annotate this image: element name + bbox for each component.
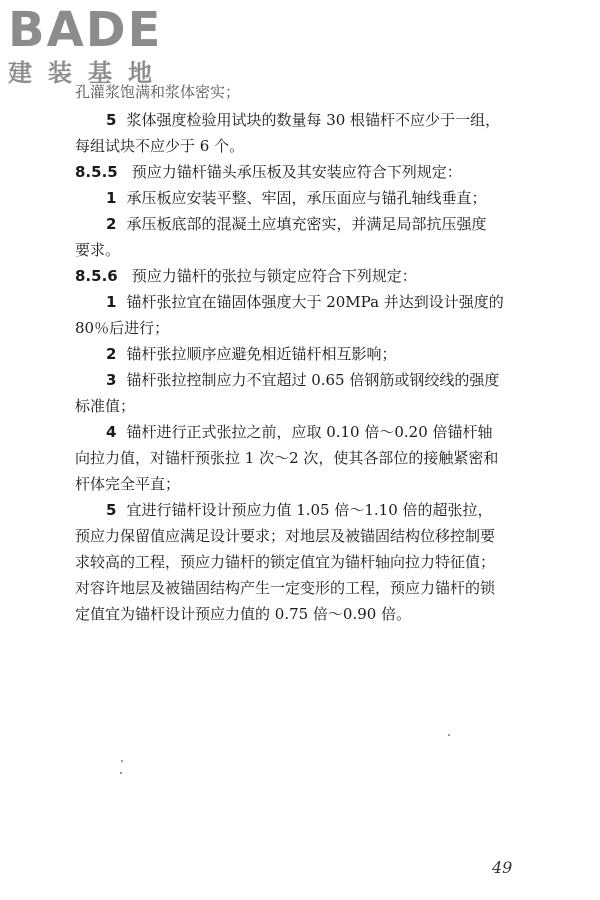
item-text: 锚杆张拉控制应力不宜超过 0.65 倍钢筋或钢绞线的强度 xyxy=(126,371,500,389)
item-number: 2 xyxy=(106,215,117,233)
text-line: 要求。 xyxy=(75,241,121,259)
text-line: 定值宜为锚杆设计预应力值的 0.75 倍～0.90 倍。 xyxy=(75,605,412,623)
scan-speck xyxy=(121,760,123,762)
text-line: 向拉力值，对锚杆预张拉 1 次～2 次，使其各部位的接触紧密和 xyxy=(75,449,499,467)
text-line: 对容许地层及被锚固结构产生一定变形的工程，预应力锚杆的锁 xyxy=(75,579,496,597)
item-text: 锚杆张拉宜在锚固体强度大于 20MPa 并达到设计强度的 xyxy=(126,293,504,311)
logo-sub-text: 建装基地 xyxy=(8,59,168,87)
text-line: 杆体完全平直； xyxy=(75,475,181,493)
section-text: 预应力锚杆的张拉与锁定应符合下列规定： xyxy=(131,267,417,285)
item-number: 1 xyxy=(106,189,117,207)
item-text: 宜进行锚杆设计预应力值 1.05 倍～1.10 倍的超张拉， xyxy=(126,501,493,519)
scan-speck xyxy=(120,772,122,774)
list-item xyxy=(106,214,486,234)
item-number: 5 xyxy=(106,111,117,129)
text-line: 孔灌浆饱满和浆体密实； xyxy=(75,83,241,101)
section-heading xyxy=(75,162,462,182)
text-line: 求较高的工程，预应力锚杆的锁定值宜为锚杆轴向拉力特征值； xyxy=(75,553,496,571)
text-line: 80％后进行； xyxy=(75,319,170,337)
section-number: 8.5.6 xyxy=(75,267,118,285)
item-text: 锚杆张拉顺序应避免相近锚杆相互影响； xyxy=(126,345,397,363)
list-item xyxy=(106,292,504,312)
list-item xyxy=(106,344,396,364)
list-item xyxy=(106,188,486,208)
page-number: 49 xyxy=(492,858,513,877)
item-number: 1 xyxy=(106,293,117,311)
item-text: 浆体强度检验用试块的数量每 30 根锚杆不应少于一组， xyxy=(126,111,501,129)
item-text: 承压板应安装平整、牢固，承压面应与锚孔轴线垂直； xyxy=(126,189,487,207)
bade-logo xyxy=(8,4,178,88)
text-line: 预应力保留值应满足设计要求；对地层及被锚固结构位移控制要 xyxy=(75,527,496,545)
scan-speck xyxy=(448,734,450,736)
item-text: 承压板底部的混凝土应填充密实，并满足局部抗压强度 xyxy=(126,215,487,233)
item-number: 3 xyxy=(106,371,117,389)
list-item xyxy=(106,500,493,520)
item-number: 5 xyxy=(106,501,117,519)
section-text: 预应力锚杆锚头承压板及其安装应符合下列规定： xyxy=(131,163,462,181)
text-line: 每组试块不应少于 6 个。 xyxy=(75,137,245,155)
item-text: 锚杆进行正式张拉之前，应取 0.10 倍～0.20 倍锚杆轴 xyxy=(126,423,493,441)
section-number: 8.5.5 xyxy=(75,163,118,181)
list-item xyxy=(106,370,499,390)
item-number: 2 xyxy=(106,345,117,363)
logo-main-text: BADE xyxy=(8,2,163,58)
list-item xyxy=(106,422,493,442)
section-heading xyxy=(75,266,417,286)
list-item xyxy=(106,110,500,130)
item-number: 4 xyxy=(106,423,117,441)
text-line: 标准值； xyxy=(75,397,136,415)
